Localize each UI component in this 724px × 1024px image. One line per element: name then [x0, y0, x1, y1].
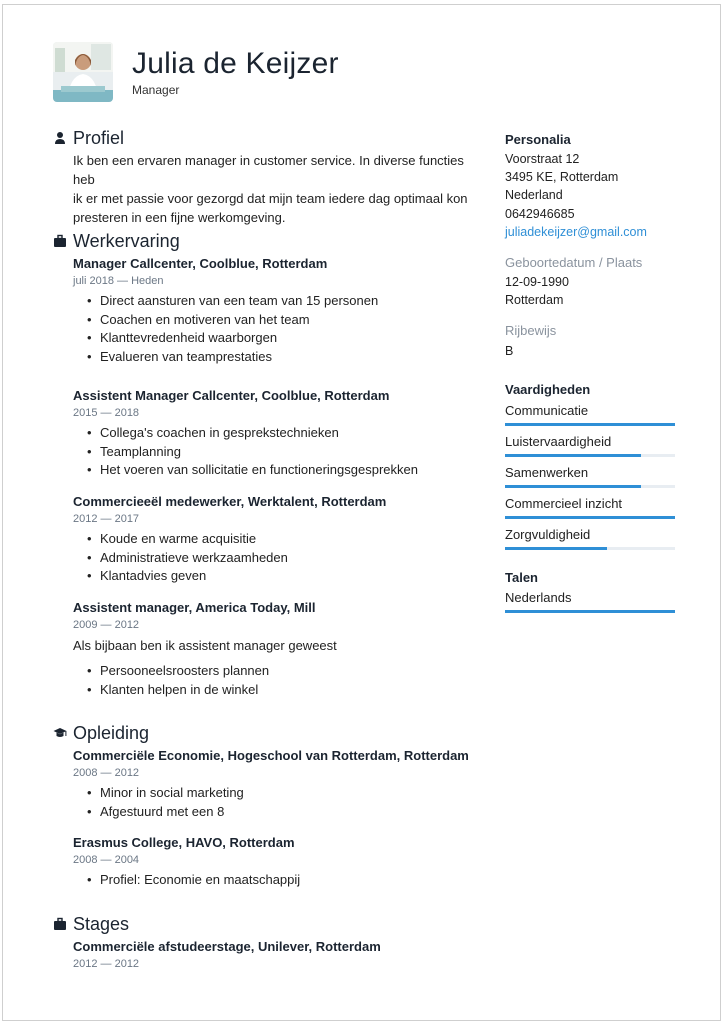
skill-name: Luistervaardigheid: [505, 434, 612, 449]
profile-photo: [53, 42, 113, 102]
list-item: • Persooneelsroosters plannen: [87, 662, 269, 681]
birth-place: Rotterdam: [505, 293, 564, 307]
job-description: Als bijbaan ben ik assistent manager geweest: [73, 638, 337, 653]
job-title: Commercieeël medewerker, Werktalent, Rotterdam: [73, 494, 387, 509]
profile-line: ik er met passie voor gezorgd dat mijn team iedere dag optimaal kon: [73, 191, 468, 206]
skill-bar-fill: [505, 423, 675, 426]
briefcase-icon: [53, 234, 67, 248]
job-bullets: [87, 662, 269, 699]
profile-line: presteren in een fijne werkomgeving.: [73, 210, 286, 225]
language-bar: [505, 610, 675, 613]
list-item: • Koude en warme acquisitie: [87, 530, 288, 549]
list-item: • Teamplanning: [87, 443, 418, 462]
candidate-role: Manager: [132, 83, 180, 97]
skill-bar-fill: [505, 485, 641, 488]
postal-city: 3495 KE, Rotterdam: [505, 170, 619, 184]
education-bullets: [87, 871, 300, 890]
skill-bar-fill: [505, 516, 675, 519]
skill-bar: [505, 547, 675, 550]
education-title: Commerciële Economie, Hogeschool van Rotterdam, Rotterdam: [73, 748, 469, 763]
candidate-name: Julia de Keijzer: [132, 47, 339, 80]
internships-heading: Stages: [73, 914, 130, 934]
job-bullets: [87, 292, 378, 367]
job-dates: juli 2018 — Heden: [73, 275, 164, 287]
education-bullets: [87, 784, 244, 821]
job-bullets: [87, 424, 418, 480]
education-dates: 2008 — 2004: [73, 854, 140, 866]
list-item: • Collega's coachen in gesprekstechnieken: [87, 424, 418, 443]
list-item: • Administratieve werkzaamheden: [87, 549, 288, 568]
job-title: Manager Callcenter, Coolblue, Rotterdam: [73, 256, 328, 271]
skill-name: Zorgvuldigheid: [505, 527, 591, 542]
birth-date: 12-09-1990: [505, 275, 569, 289]
education-dates: 2008 — 2012: [73, 767, 140, 779]
education-heading: Opleiding: [73, 723, 150, 743]
list-item: • Coachen en motiveren van het team: [87, 311, 378, 330]
country: Nederland: [505, 188, 563, 202]
education-title: Erasmus College, HAVO, Rotterdam: [73, 835, 295, 850]
internship-title: Commerciële afstudeerstage, Unilever, Rotterdam: [73, 939, 381, 954]
job-title: Assistent Manager Callcenter, Coolblue, Rotterdam: [73, 388, 390, 403]
languages-heading: Talen: [505, 570, 538, 585]
profile-heading: Profiel: [73, 128, 125, 148]
license-value: B: [505, 344, 514, 358]
internship-dates: 2012 — 2012: [73, 958, 140, 970]
language-bar-fill: [505, 610, 675, 613]
skill-bar-fill: [505, 454, 641, 457]
profile-line: Ik ben een ervaren manager in customer service. In diverse functies heb: [73, 153, 464, 187]
language-name: Nederlands: [505, 590, 572, 605]
skill-name: Commercieel inzicht: [505, 496, 623, 511]
skill-bar-fill: [505, 547, 607, 550]
person-icon: [53, 131, 67, 145]
briefcase-icon: [53, 917, 67, 931]
skill-bar: [505, 423, 675, 426]
list-item: • Afgestuurd met een 8: [87, 803, 244, 822]
skill-bar: [505, 485, 675, 488]
list-item: • Klanttevredenheid waarborgen: [87, 329, 378, 348]
job-bullets: [87, 530, 288, 586]
email-link[interactable]: juliadekeijzer@gmail.com: [505, 225, 647, 239]
profile-text: [73, 151, 483, 227]
list-item: • Minor in social marketing: [87, 784, 244, 803]
skill-name: Communicatie: [505, 403, 589, 418]
list-item: • Klantadvies geven: [87, 567, 288, 586]
skill-bar: [505, 454, 675, 457]
list-item: • Het voeren van sollicitatie en functioneringsgesprekken: [87, 461, 418, 480]
personal-heading: Personalia: [505, 132, 571, 147]
list-item: • Klanten helpen in de winkel: [87, 681, 269, 700]
skill-name: Samenwerken: [505, 465, 589, 480]
experience-heading: Werkervaring: [73, 231, 180, 251]
job-dates: 2012 — 2017: [73, 513, 140, 525]
list-item: • Profiel: Economie en maatschappij: [87, 871, 300, 890]
job-title: Assistent manager, America Today, Mill: [73, 600, 316, 615]
skills-heading: Vaardigheden: [505, 382, 591, 397]
list-item: • Direct aansturen van een team van 15 personen: [87, 292, 378, 311]
job-dates: 2009 — 2012: [73, 619, 140, 631]
phone: 0642946685: [505, 207, 575, 221]
birth-label: Geboortedatum / Plaats: [505, 255, 643, 270]
resume-page: [2, 4, 721, 1021]
list-item: • Evalueren van teamprestaties: [87, 348, 378, 367]
graduation-cap-icon: [53, 726, 67, 740]
address: Voorstraat 12: [505, 152, 580, 166]
skill-bar: [505, 516, 675, 519]
license-label: Rijbewijs: [505, 323, 557, 338]
job-dates: 2015 — 2018: [73, 407, 140, 419]
